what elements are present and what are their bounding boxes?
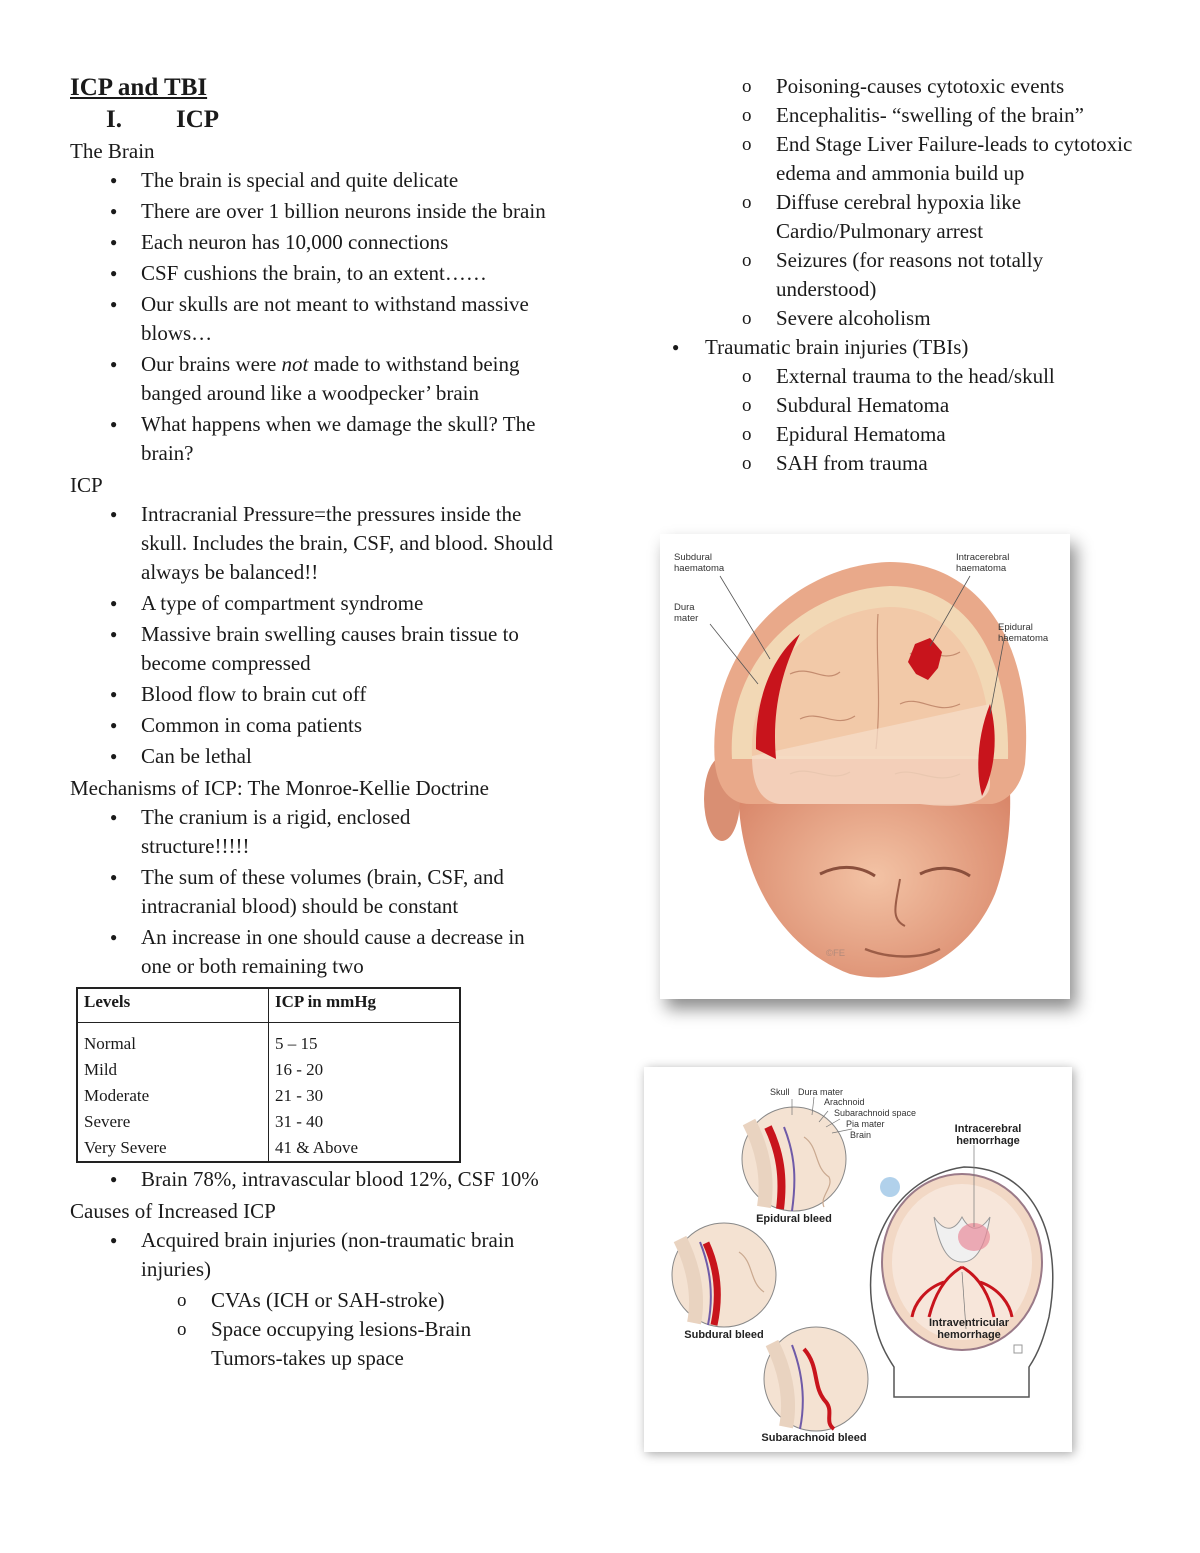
list-item: o Diffuse cerebral hypoxia like Cardio/Pulmonary arrest <box>668 188 1138 246</box>
label-subdural-bleed: Subdural bleed <box>684 1329 764 1341</box>
list-item: ● There are over 1 billion neurons inside the brain <box>70 197 570 226</box>
list-item <box>70 350 570 408</box>
label-arachnoid: Arachnoid <box>824 1097 865 1107</box>
intracerebral-spot <box>958 1223 990 1251</box>
list-item: ● Common in coma patients <box>70 711 570 740</box>
label-brain: Brain <box>850 1130 872 1140</box>
document-title: ICP and TBI <box>70 74 208 101</box>
list-item: ● Intracranial Pressure=the pressures inside the skull. Includes the brain, CSF, and blood. Should always be balanced!! <box>70 500 570 587</box>
list-item: ● Acquired brain injuries (non-traumatic brain injuries) <box>70 1226 570 1284</box>
table-cell: 21 - 30 <box>269 1083 461 1109</box>
label-subarachnoid-bleed: Subarachnoid bleed <box>761 1432 867 1444</box>
table-header: Levels <box>77 988 269 1023</box>
list-item: ● Traumatic brain injuries (TBIs) <box>668 333 1138 362</box>
table-cell: 5 – 15 <box>269 1023 461 1058</box>
list-item: o End Stage Liver Failure-leads to cytotoxic edema and ammonia build up <box>668 130 1138 188</box>
list-item: o Subdural Hematoma <box>668 391 1138 420</box>
table-row <box>77 1023 460 1058</box>
bleeds-figure <box>644 1067 1072 1452</box>
table-cell: Moderate <box>84 1086 150 1105</box>
list-item: ● CSF cushions the brain, to an extent…… <box>70 259 570 288</box>
list-item: ● What happens when we damage the skull? The brain? <box>70 410 570 468</box>
head-illustration <box>660 534 1070 999</box>
epidural-circle <box>742 1107 846 1211</box>
list-item: o Seizures (for reasons not totally understood) <box>668 246 1138 304</box>
composition-list <box>70 1165 570 1194</box>
list-item: ● A type of compartment syndrome <box>70 589 570 618</box>
subdural-circle <box>672 1223 776 1327</box>
table-row <box>77 1083 460 1109</box>
left-column <box>70 72 570 1373</box>
list-item: ● An increase in one should cause a decrease in one or both remaining two <box>70 923 570 981</box>
tbi-sub-list <box>668 362 1138 478</box>
list-item: o Encephalitis- “swelling of the brain” <box>668 101 1138 130</box>
table-cell: Severe <box>84 1112 131 1131</box>
list-item: ● Blood flow to brain cut off <box>70 680 570 709</box>
label-intracerebral: Intracerebral haematoma <box>956 552 1010 574</box>
list-item: o External trauma to the head/skull <box>668 362 1138 391</box>
list-item: o Space occupying lesions-Brain Tumors-takes up space <box>70 1315 570 1373</box>
list-item: ● The cranium is a rigid, enclosed structure!!!!! <box>70 803 570 861</box>
table-cell: 31 - 40 <box>269 1109 461 1135</box>
icp-list <box>70 500 570 771</box>
label-credit: ©FE <box>826 948 846 959</box>
table-row <box>77 1135 460 1162</box>
list-item: o Severe alcoholism <box>668 304 1138 333</box>
list-item: ● Massive brain swelling causes brain tissue to become compressed <box>70 620 570 678</box>
table-cell: 41 & Above <box>269 1135 461 1162</box>
subarachnoid-circle <box>764 1327 868 1431</box>
table-row <box>77 1109 460 1135</box>
causes-heading: Causes of Increased ICP <box>70 1199 276 1223</box>
list-item: o Epidural Hematoma <box>668 420 1138 449</box>
text-span: Our brains were <box>141 352 282 376</box>
table-cell: Mild <box>84 1060 118 1079</box>
list-item: ● Brain 78%, intravascular blood 12%, CSF 10% <box>70 1165 570 1194</box>
tbi-list <box>668 333 1138 362</box>
section-numeral: I. <box>106 106 122 133</box>
emphasis: not <box>281 352 309 376</box>
list-item: ● Our skulls are not meant to withstand massive blows… <box>70 290 570 348</box>
brain-heading: The Brain <box>70 139 155 163</box>
list-item: ● Each neuron has 10,000 connections <box>70 228 570 257</box>
section-title: ICP <box>176 106 220 133</box>
icp-levels-table <box>76 987 461 1163</box>
list-item: o CVAs (ICH or SAH-stroke) <box>70 1286 570 1315</box>
right-column <box>668 72 1138 478</box>
label-intraventricular-hemorrhage: Intraventricular hemorrhage <box>928 1317 1010 1341</box>
icp-heading: ICP <box>70 473 103 497</box>
table-cell: 16 - 20 <box>269 1057 461 1083</box>
acquired-sub-list-cont <box>668 72 1138 333</box>
monroe-list <box>70 803 570 981</box>
section-heading <box>70 104 570 136</box>
table-cell: Normal <box>84 1034 136 1053</box>
table-header: ICP in mmHg <box>269 988 461 1023</box>
label-epidural-bleed: Epidural bleed <box>756 1213 832 1225</box>
label-subarachnoid-space: Subarachnoid space <box>834 1108 917 1118</box>
label-dura: Dura mater <box>674 602 699 624</box>
label-intracerebral-hemorrhage: Intracerebral hemorrhage <box>954 1123 1022 1147</box>
label-skull: Skull <box>770 1087 790 1097</box>
label-pia-mater: Pia mater <box>846 1119 885 1129</box>
monroe-heading: Mechanisms of ICP: The Monroe-Kellie Doctrine <box>70 776 489 800</box>
brain-list <box>70 166 570 468</box>
list-item: o Poisoning-causes cytotoxic events <box>668 72 1138 101</box>
table-row <box>77 1057 460 1083</box>
list-item: o SAH from trauma <box>668 449 1138 478</box>
list-item: ● The brain is special and quite delicate <box>70 166 570 195</box>
hematoma-figure <box>660 534 1070 999</box>
acquired-sub-list <box>70 1286 570 1373</box>
label-subdural: Subdural haematoma <box>674 552 725 574</box>
list-item: ● Can be lethal <box>70 742 570 771</box>
label-dura-mater: Dura mater <box>798 1087 844 1097</box>
causes-list <box>70 1226 570 1284</box>
text-span: made to withstand being banged around like a woodpecker’ brain <box>141 352 520 405</box>
label-epidural: Epidural haematoma <box>998 622 1049 644</box>
table-cell: Very Severe <box>84 1138 167 1157</box>
list-item: ● The sum of these volumes (brain, CSF, and intracranial blood) should be constant <box>70 863 570 921</box>
